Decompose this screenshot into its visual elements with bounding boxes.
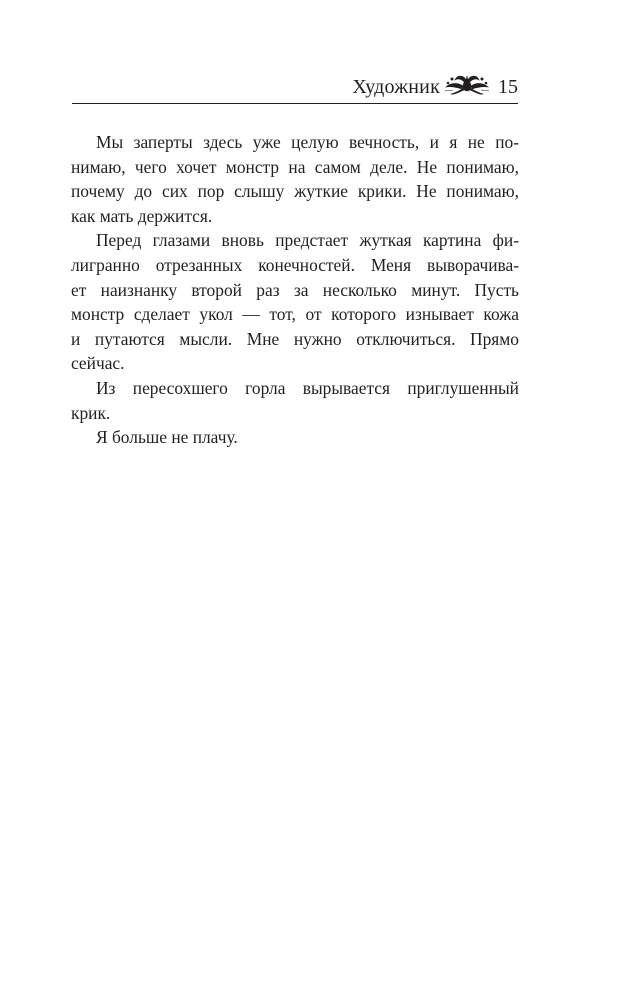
page-number: 15 (498, 76, 518, 98)
paragraph-4 (71, 425, 519, 450)
text-line: и путаются мысли. Мне нужно отключиться. Прямо (71, 328, 519, 349)
text-line: сейчас. (71, 353, 125, 374)
paragraph-1 (71, 130, 519, 228)
text-line: лигранно отрезанных конечностей. Меня выворачива- (71, 254, 519, 275)
floral-ornament-icon (443, 72, 491, 98)
running-head-title: Художник (352, 76, 440, 98)
paragraph-2 (71, 228, 519, 376)
paragraph-3 (71, 376, 519, 425)
text-line: монстр сделает укол — тот, от которого изнывает кожа (71, 304, 519, 325)
text-line: крик. (71, 402, 111, 423)
text-line: Перед глазами вновь предстает жуткая картина фи- (96, 230, 519, 251)
text-line: ет наизнанку второй раз за несколько минут. Пусть (71, 279, 519, 300)
text-line: нимаю, чего хочет монстр на самом деле. Не понимаю, (71, 156, 519, 177)
text-line: почему до сих пор слышу жуткие крики. Не понимаю, (71, 181, 519, 202)
running-head (72, 70, 518, 102)
text-line: как мать держится. (71, 205, 213, 226)
header-rule (72, 103, 518, 104)
text-line: Я больше не плачу. (96, 427, 238, 448)
body-text (71, 130, 519, 450)
text-line: Из пересохшего горла вырывается приглушенный (96, 377, 519, 398)
text-line: Мы заперты здесь уже целую вечность, и я не по- (96, 132, 519, 152)
